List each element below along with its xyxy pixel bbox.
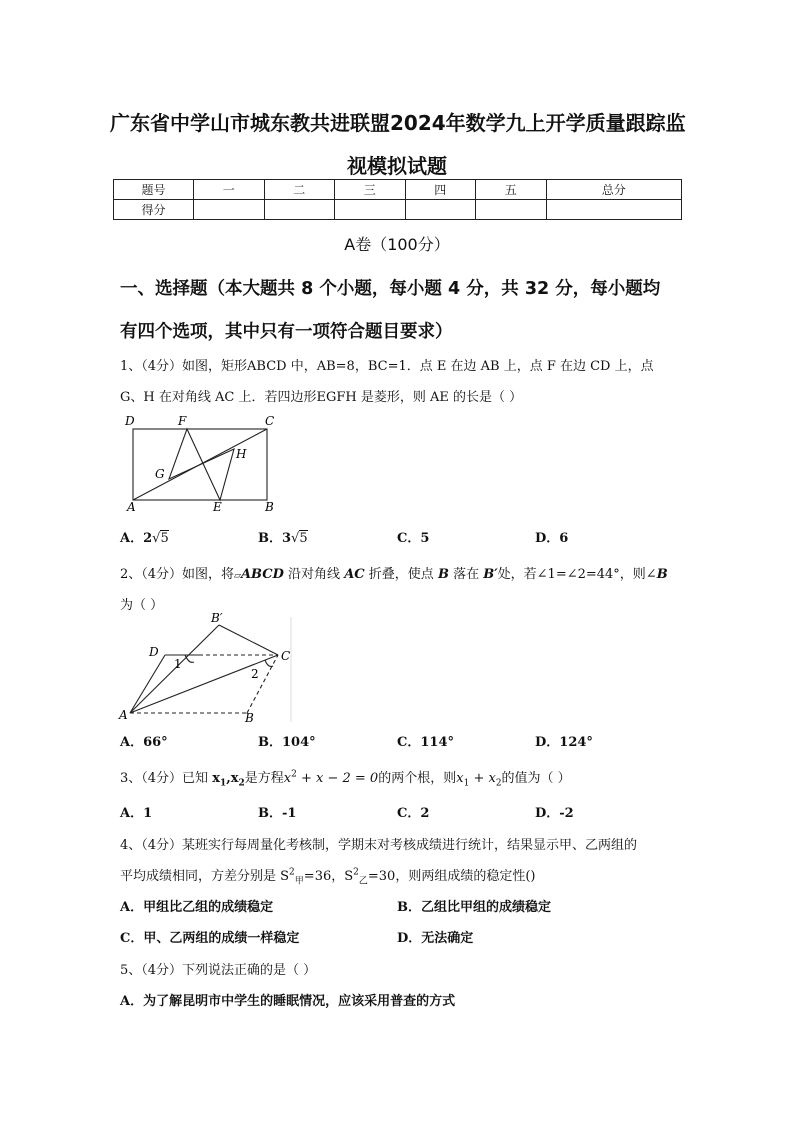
q2-label-angle-2: 2 [251, 667, 259, 681]
q3-text-part: ,x [226, 771, 239, 786]
q4-option-c: C．甲、乙两组的成绩一样稳定 [120, 931, 300, 946]
q3-option-c: C．2 [397, 806, 430, 821]
q1-rectangle-figure [115, 410, 285, 515]
q2-option-b: B．104° [258, 735, 316, 750]
q2-text-part: 折叠，使点 [368, 567, 434, 582]
q2-fold-figure [115, 612, 295, 724]
q4-option-a: A．甲组比乙组的成绩稳定 [120, 900, 274, 915]
diagonal-ac [130, 655, 278, 713]
q3-equation-part: x [283, 771, 292, 786]
q3-option-b: B．-1 [258, 806, 297, 821]
q3-equation-part: + x − 2 = 0 [296, 771, 379, 786]
q1-label-h: H [236, 447, 247, 461]
score-cell: 三 [335, 180, 406, 200]
q4-option-d: D．无法确定 [397, 931, 474, 946]
q2-option-a: A．66° [120, 735, 168, 750]
score-input-cell [194, 200, 265, 220]
q2-text-part: B [656, 567, 668, 582]
score-cell: 总分 [546, 180, 682, 200]
paper-part-heading: A卷（100分） [344, 235, 450, 254]
q4-text-part: 乙 [358, 876, 368, 887]
score-cell: 四 [405, 180, 476, 200]
q2-text-part: ABCD [240, 567, 284, 582]
q1-label-b: B [265, 500, 274, 514]
q2-text-part: B [437, 567, 449, 582]
title-line-2: 视模拟试题 [347, 154, 447, 178]
q1-label-e: E [213, 500, 222, 514]
q4-text-part: =30，则两组成绩的稳定性() [367, 869, 536, 884]
q4-option-b: B．乙组比甲组的成绩稳定 [397, 900, 551, 915]
q1-option-d: D．6 [535, 531, 569, 546]
score-input-cell [476, 200, 547, 220]
q1-option-a-radicand: 5 [160, 531, 169, 546]
q2-label-b-prime: B′ [211, 612, 223, 625]
q1-label-c: C [265, 414, 275, 428]
q1-label-f: F [178, 414, 187, 428]
q1-label-g: G [155, 467, 165, 481]
rhombus-egfh [169, 429, 234, 500]
q3-equation-part: 2 [495, 778, 502, 789]
q2-label-b: B [245, 711, 254, 724]
q3-text [120, 767, 571, 789]
score-table-score-row [114, 200, 682, 220]
q1-label-d: D [125, 414, 135, 428]
q2-label-angle-1: 1 [174, 657, 182, 671]
q5-text-line-1: 5、（4分）下列说法正确的是（ ） [120, 963, 317, 978]
q1-option-b [258, 527, 308, 546]
q1-label-a: A [127, 500, 136, 514]
q3-option-d: D．-2 [535, 806, 574, 821]
q2-text-line-2: 为（ ） [120, 598, 164, 613]
q3-text-part: 是方程 [244, 771, 284, 786]
q2-text-part: B′ [483, 567, 498, 582]
q4-text-part: 2 [353, 867, 359, 878]
angle-1-arc [185, 655, 194, 662]
section-heading-line-1: 一、选择题（本大题共 8 个小题，每小题 4 分，共 32 分，每小题均 [120, 279, 661, 299]
q4-text-part: =36，S [303, 869, 354, 884]
score-input-cell [264, 200, 335, 220]
q3-equation-part: 1 [463, 778, 470, 789]
score-input-cell [335, 200, 406, 220]
q4-text-line-2 [120, 865, 535, 887]
q2-text-part: 沿对角线 [288, 567, 341, 582]
sqrt-sign: √ [291, 531, 300, 546]
angle-2-arc [265, 660, 273, 666]
q2-text-part: 落在 [453, 567, 480, 582]
q2-option-d: D．124° [535, 735, 593, 750]
q2-text-part: AC [344, 567, 365, 582]
q3-option-a: A．1 [120, 806, 153, 821]
q3-text-part: 的两个根，则 [378, 771, 457, 786]
q2-text-part: 处，若∠1=∠2=44°，则∠ [497, 567, 657, 582]
score-cell: 题号 [114, 180, 194, 200]
parallelogram-icon: ▱ [234, 571, 241, 581]
q1-option-b-radicand: 5 [299, 531, 308, 546]
q4-text-line-1: 4、（4分）某班实行每周量化考核制，学期末对考核成绩进行统计，结果显示甲、乙两组的 [120, 838, 638, 853]
q3-equation-part: x [456, 771, 464, 786]
q3-equation-part: 2 [291, 769, 297, 780]
q1-option-b-text: B．3 [258, 531, 292, 546]
q2-text-part: 2、（4分）如图，将 [120, 567, 235, 582]
score-cell: 二 [264, 180, 335, 200]
q3-text-part: 3、（4分）已知 [120, 771, 213, 786]
q4-text-part: 甲 [294, 876, 304, 887]
score-input-cell [405, 200, 476, 220]
score-cell: 五 [476, 180, 547, 200]
score-cell: 一 [194, 180, 265, 200]
q1-text-line-1: 1、（4分）如图，矩形ABCD 中，AB=8，BC=1．点 E 在边 AB 上，点 F 在边 CD 上，点 [120, 359, 654, 374]
sqrt-sign: √ [152, 531, 161, 546]
q4-text-part: 平均成绩相同，方差分别是 S [120, 869, 290, 884]
section-heading-line-2: 有四个选项，其中只有一项符合题目要求） [120, 322, 453, 342]
score-row-label: 得分 [114, 200, 194, 220]
q1-option-a-text: A．2 [120, 531, 153, 546]
segment-bc-dashed [247, 655, 278, 713]
q1-option-c: C．5 [397, 531, 430, 546]
q1-option-a [120, 527, 169, 546]
q3-text-part: 1 [219, 778, 227, 789]
q3-text-part: 的值为（ ） [501, 771, 571, 786]
q2-label-c: C [281, 649, 291, 663]
score-table [113, 179, 682, 220]
q3-text-part: 2 [238, 778, 245, 789]
segment-b-prime-c [219, 625, 278, 655]
score-table-header-row [114, 180, 682, 200]
q2-label-d: D [149, 645, 159, 659]
q5-option-a: A．为了解昆明市中学生的睡眠情况，应该采用普查的方式 [120, 994, 456, 1009]
q3-equation-part: + x [469, 771, 496, 786]
title-line-1: 广东省中学山市城东教共进联盟2024年数学九上开学质量跟踪监 [110, 111, 686, 135]
score-input-cell [546, 200, 682, 220]
q3-text-part: x [212, 771, 220, 786]
q2-text-line-1 [120, 563, 668, 582]
q4-text-part: 2 [289, 867, 295, 878]
q2-label-a: A [119, 708, 128, 722]
q2-option-c: C．114° [397, 735, 454, 750]
q1-text-line-2: G、H 在对角线 AC 上．若四边形EGFH 是菱形，则 AE 的长是（ ） [120, 390, 523, 405]
